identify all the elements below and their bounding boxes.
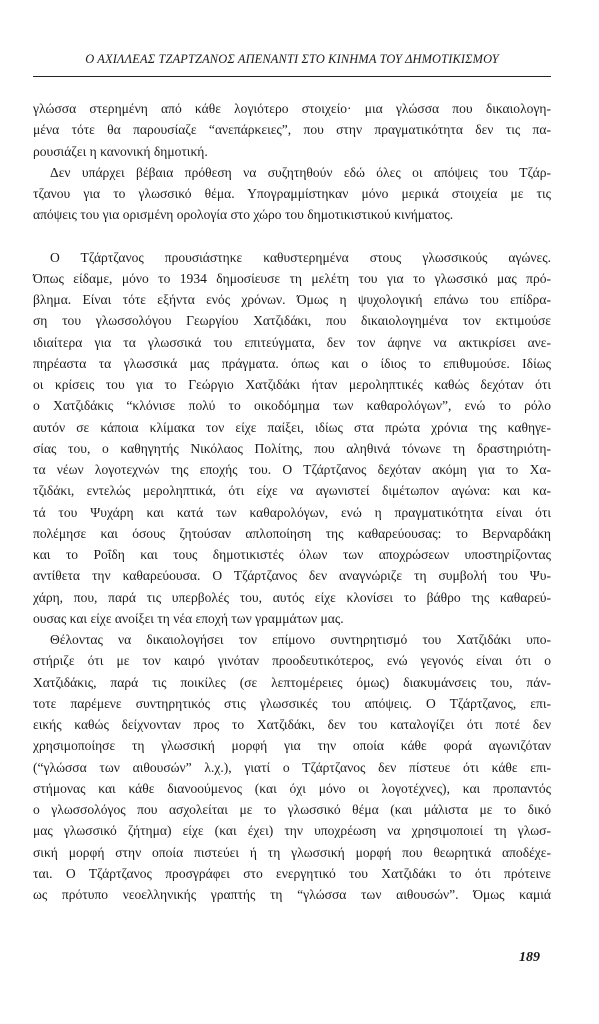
- text-line: ιδιαίτερα για τα γλωσσικά του επιτεύγματα, δεν τον άφηνε να ακτικρίσει ανε-: [33, 334, 551, 350]
- text-line: σίας του, ο καθηγητής Νικόλαος Πολίτης, που αληθινά τόνωνε τη δραστηριότη-: [33, 440, 551, 456]
- paragraph: [33, 162, 551, 226]
- running-header: Ο ΑΧΙΛΛΕΑΣ ΤΖΑΡΤΖΑΝΟΣ ΑΠΕΝΑΝΤΙ ΣΤΟ ΚΙΝΗΜΑ ΤΟΥ ΔΗΜΟΤΙΚΙΣΜΟΥ: [85, 52, 499, 66]
- text-line: και το Ροΐδη και τους δημοτικιστές όλων των αποχρώσεων υποστηρίζοντας: [33, 547, 551, 562]
- text-line: τοτε παρέμενε συντηρητικός στις γλωσσικές του απόψεις. Ο Τζάρτζανος, επι-: [33, 695, 551, 711]
- text-line: τά του Ψυχάρη και κατά των καθαρολόγων, ενώ η πραγματικότητα είναι ότι: [33, 504, 551, 520]
- text-line: οι κρίσεις του για το Γεώργιο Χατζιδάκι ήταν μεροληπτικές καθώς δεχόταν ότι: [33, 377, 551, 392]
- text-line: ο γλωσσολόγος που ασχολείται με το γλωσσικό θέμα (και μάλιστα με το δικό: [33, 802, 551, 817]
- text-line: πηρέαστα τα γλωσσικά μας πράγματα. όπως και ο ίδιος το επιθυμούσε. Ιδίως: [33, 355, 551, 371]
- text-line: Όπως είδαμε, μόνο το 1934 δημοσίευσε τη μελέτη του για το γλωσσικό μας πρό-: [33, 270, 551, 286]
- text-line: ται. Ο Τζάρτζανος προσγράφει στο ενεργητικό του Χατζιδάκι το ότι πρότεινε: [33, 865, 551, 881]
- text-line: στήμονας και κάθε διανοούμενος (και όχι μόνο οι λογοτέχνες), και προπαντός: [33, 780, 551, 796]
- text-line: Ο Τζάρτζανος προυσιάστηκε καθυστερημένα στους γλωσσικούς αγώνες.: [50, 249, 551, 265]
- text-line: ουσας και είχε ανοίξει τη νέα εποχή των γραμμάτων μας.: [33, 610, 344, 626]
- text-line: τζανου για το γλωσσικό θέμα. Υπογραμμίστηκαν μόνο μερικά στοιχεία με τις: [33, 186, 551, 201]
- text-line: ρουσιάζει η κανονική δημοτική.: [33, 143, 208, 159]
- body-text: [33, 98, 551, 905]
- text-line: Θέλοντας να δικαιολογήσει τον επίμονο συντηρητισμό του Χατζιδάκι υπο-: [50, 632, 551, 647]
- paragraph: [33, 629, 551, 905]
- text-line: χάρη, που, παρά τις υπερβολές του, αυτός είχε κλονίσει το βάθρο της καθαρεύ-: [33, 589, 551, 605]
- text-line: απόψεις του για ορισμένη ορολογία στο χώρο του δημοτικιστικού κινήματος.: [33, 207, 454, 223]
- text-line: βλημα. Είναι τότε εξήντα ενός χρόνων. Όμως η ψυχολογική επάνω του επίδρα-: [33, 292, 551, 307]
- text-line: Χατζιδάκις, παρά τις ποικίλες (σε λεπτομέρειες όμως) διακυμάνσεις του, πάν-: [33, 674, 551, 690]
- text-line: Δεν υπάρχει βέβαια πρόθεση να συζητηθούν εδώ όλες οι απόψεις του Τζάρ-: [50, 164, 551, 180]
- text-line: (“γλώσσα των αιθουσών” λ.χ.), γιατί ο Τζάρτζανος δεν πίστευε ότι κάθε επι-: [33, 759, 551, 775]
- text-line: στήριζε ότι με τον καιρό γινόταν προοδευτικότερος, ενώ γεγονός είναι ότι ο: [33, 653, 551, 669]
- paragraph: [33, 247, 551, 630]
- text-line: αυτόν σε κάποια κλίμακα τον είχε παίξει, ιδίως στα πρώτα χρόνια της καθηγε-: [33, 419, 551, 435]
- text-line: εικής καθώς δείχνονταν προς το Χατζιδάκι, δεν του καταλογίζει ότι ποτέ δεν: [33, 717, 551, 732]
- text-line: τα νέων λογοτεχνών της εποχής του. Ο Τζάρτζανος δεχόταν ακόμη για το Χα-: [33, 462, 551, 477]
- text-line: αντίθετα την καθαρεύουσα. Ο Τζάρτζανος δεν αναγνώριζε τη συμβολή του Ψυ-: [33, 568, 551, 584]
- text-line: μας γλωσσικό ζήτημα) είχε (και έχει) την υποχρέωση να χρησιμοποιεί τη γλωσ-: [33, 823, 551, 839]
- text-line: χρησιμοποίησε τη γλωσσική μορφή για την οποία κάθε φορά αγωνιζόταν: [33, 738, 551, 754]
- header-rule: [33, 76, 551, 77]
- text-line: τζιδάκι, εντελώς μεροληπτικά, ότι είχε να αγωνιστεί διμέτωπον αγώνα: και κα-: [33, 483, 551, 499]
- text-line: μένα τότε θα παρουσίαζε “ανεπάρκειες”, που στην πραγματικότητα δεν τις πα-: [33, 122, 551, 138]
- page-number: 189: [519, 950, 540, 965]
- text-line: σική μορφή στην οποία πιστεύει ή τη γλωσσική μορφή που θεωρητικά αποδέχε-: [33, 844, 551, 860]
- text-line: γλώσσα στερημένη από κάθε λογιότερο στοιχείο· μια γλώσσα που δικαιολογη-: [33, 101, 551, 116]
- text-line: ση του γλωσσολόγου Γεωργίου Χατζιδάκι, που δικαιολογημένα τον εκτιμούσε: [33, 313, 551, 329]
- text-line: ο Χατζιδάκις “κλόνισε πολύ το οικοδόμημα των καθαρολόγων”, ενώ το ρόλο: [33, 398, 551, 414]
- text-line: πολέμησε και όσους ζητούσαν απλοποίηση της καθαρεύουσας: το Βερναρδάκη: [33, 525, 551, 541]
- paragraph: [33, 98, 551, 162]
- text-line: ως πρότυπο νεοελληνικής γραπτής τη “γλώσσα των αιθουσών”. Όμως καμιά: [33, 887, 551, 902]
